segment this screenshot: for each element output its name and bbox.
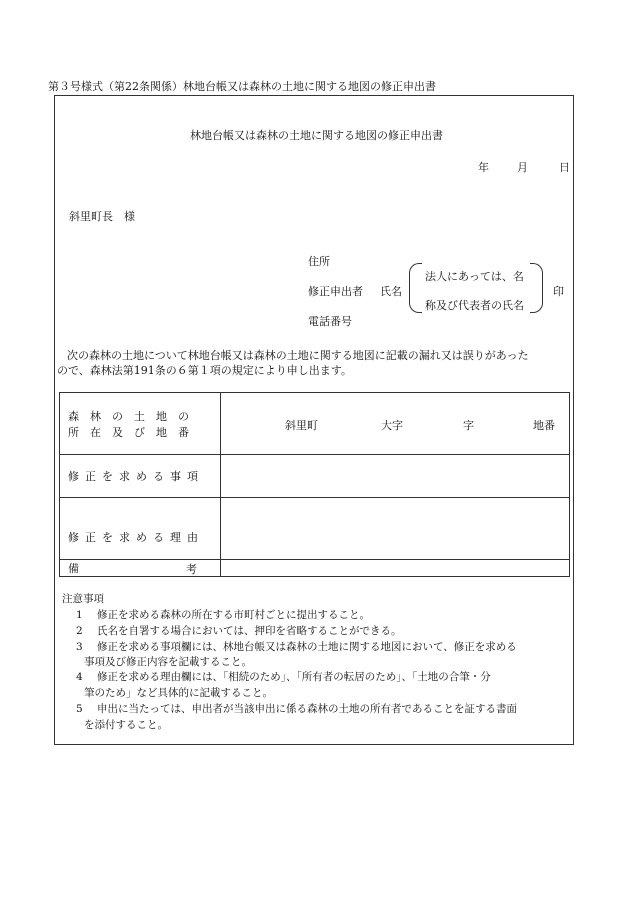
chiban-label: 地番 [533,419,555,432]
body-text-line2: ので、森林法第191条の６第１項の規定により申し出ます。 [57,364,352,377]
date-month: 月 [517,161,528,174]
name-label: 氏名 [380,285,402,298]
table-row-location [60,393,570,455]
addressee: 斜里町長 様 [69,210,135,223]
note-text: 修正を求める事項欄には、林地台帳又は森林の土地に関する地図において、修正を求める [97,641,517,653]
location-label-line1: 森 林 の 土 地 の [68,409,189,423]
table-row-reason [60,498,570,560]
table-row-remarks [60,560,570,577]
note-text-cont: 筆のため」など具体的に記載すること。 [84,687,273,699]
note-number: 1 [76,609,83,621]
note-text: 修正を求める森林の所在する市町村ごとに提出すること。 [97,609,370,621]
location-label-cell [60,393,221,455]
note-text: 氏名を自署する場合においては、押印を省略することができる。 [97,625,402,637]
reason-label: 修正を求める理由 [60,498,221,560]
corp-note-line1: 法人にあっては、名 [425,270,524,283]
note-text: 修正を求める理由欄には、「相続のため」、「所有者の転居のため」、「土地の合筆・分 [97,671,491,683]
remarks-label-right: 考 [186,563,197,576]
town-label: 斜里町 [285,419,318,432]
seal-mark: 印 [553,285,564,298]
items-value-cell[interactable] [221,455,570,498]
remarks-label-left: 備 [68,562,79,575]
note-text-cont: を添付すること。 [84,719,168,731]
date-year: 年 [478,161,489,174]
application-table [59,392,570,577]
notes-title: 注意事項 [62,593,104,605]
document-title: 林地台帳又は森林の土地に関する地図の修正申出書 [190,129,443,142]
note-number: 2 [76,625,83,637]
items-label: 修正を求める事項 [60,455,221,498]
note-number: 5 [76,703,83,715]
note-number: 3 [76,641,83,653]
date-day: 日 [559,161,570,174]
phone-label: 電話番号 [308,315,352,328]
remarks-label-cell [60,560,221,577]
form-number-caption: 第３号様式（第22条関係）林地台帳又は森林の土地に関する地図の修正申出書 [48,80,436,93]
oaza-label: 大字 [381,419,403,432]
note-text-cont: 事項及び修正内容を記載すること。 [84,656,252,668]
location-label-line2: 所 在 及 び 地 番 [68,425,189,439]
address-label: 住所 [308,255,330,268]
reason-value-cell[interactable] [221,498,570,560]
bracket-left [409,263,422,313]
body-text-line1: 次の森林の土地について林地台帳又は森林の土地に関する地図に記載の漏れ又は誤りがあった [67,349,529,362]
note-text: 申出に当たっては、申出者が当該申出に係る森林の土地の所有者であることを証する書面 [97,703,517,715]
applicant-label: 修正申出者 [308,285,363,298]
corp-note-line2: 称及び代表者の氏名 [425,299,524,312]
table-row-items [60,455,570,498]
note-number: 4 [76,671,83,683]
remarks-value-cell[interactable] [221,560,570,577]
bracket-right [530,263,543,313]
aza-label: 字 [463,419,474,432]
location-value-cell[interactable] [221,393,570,455]
